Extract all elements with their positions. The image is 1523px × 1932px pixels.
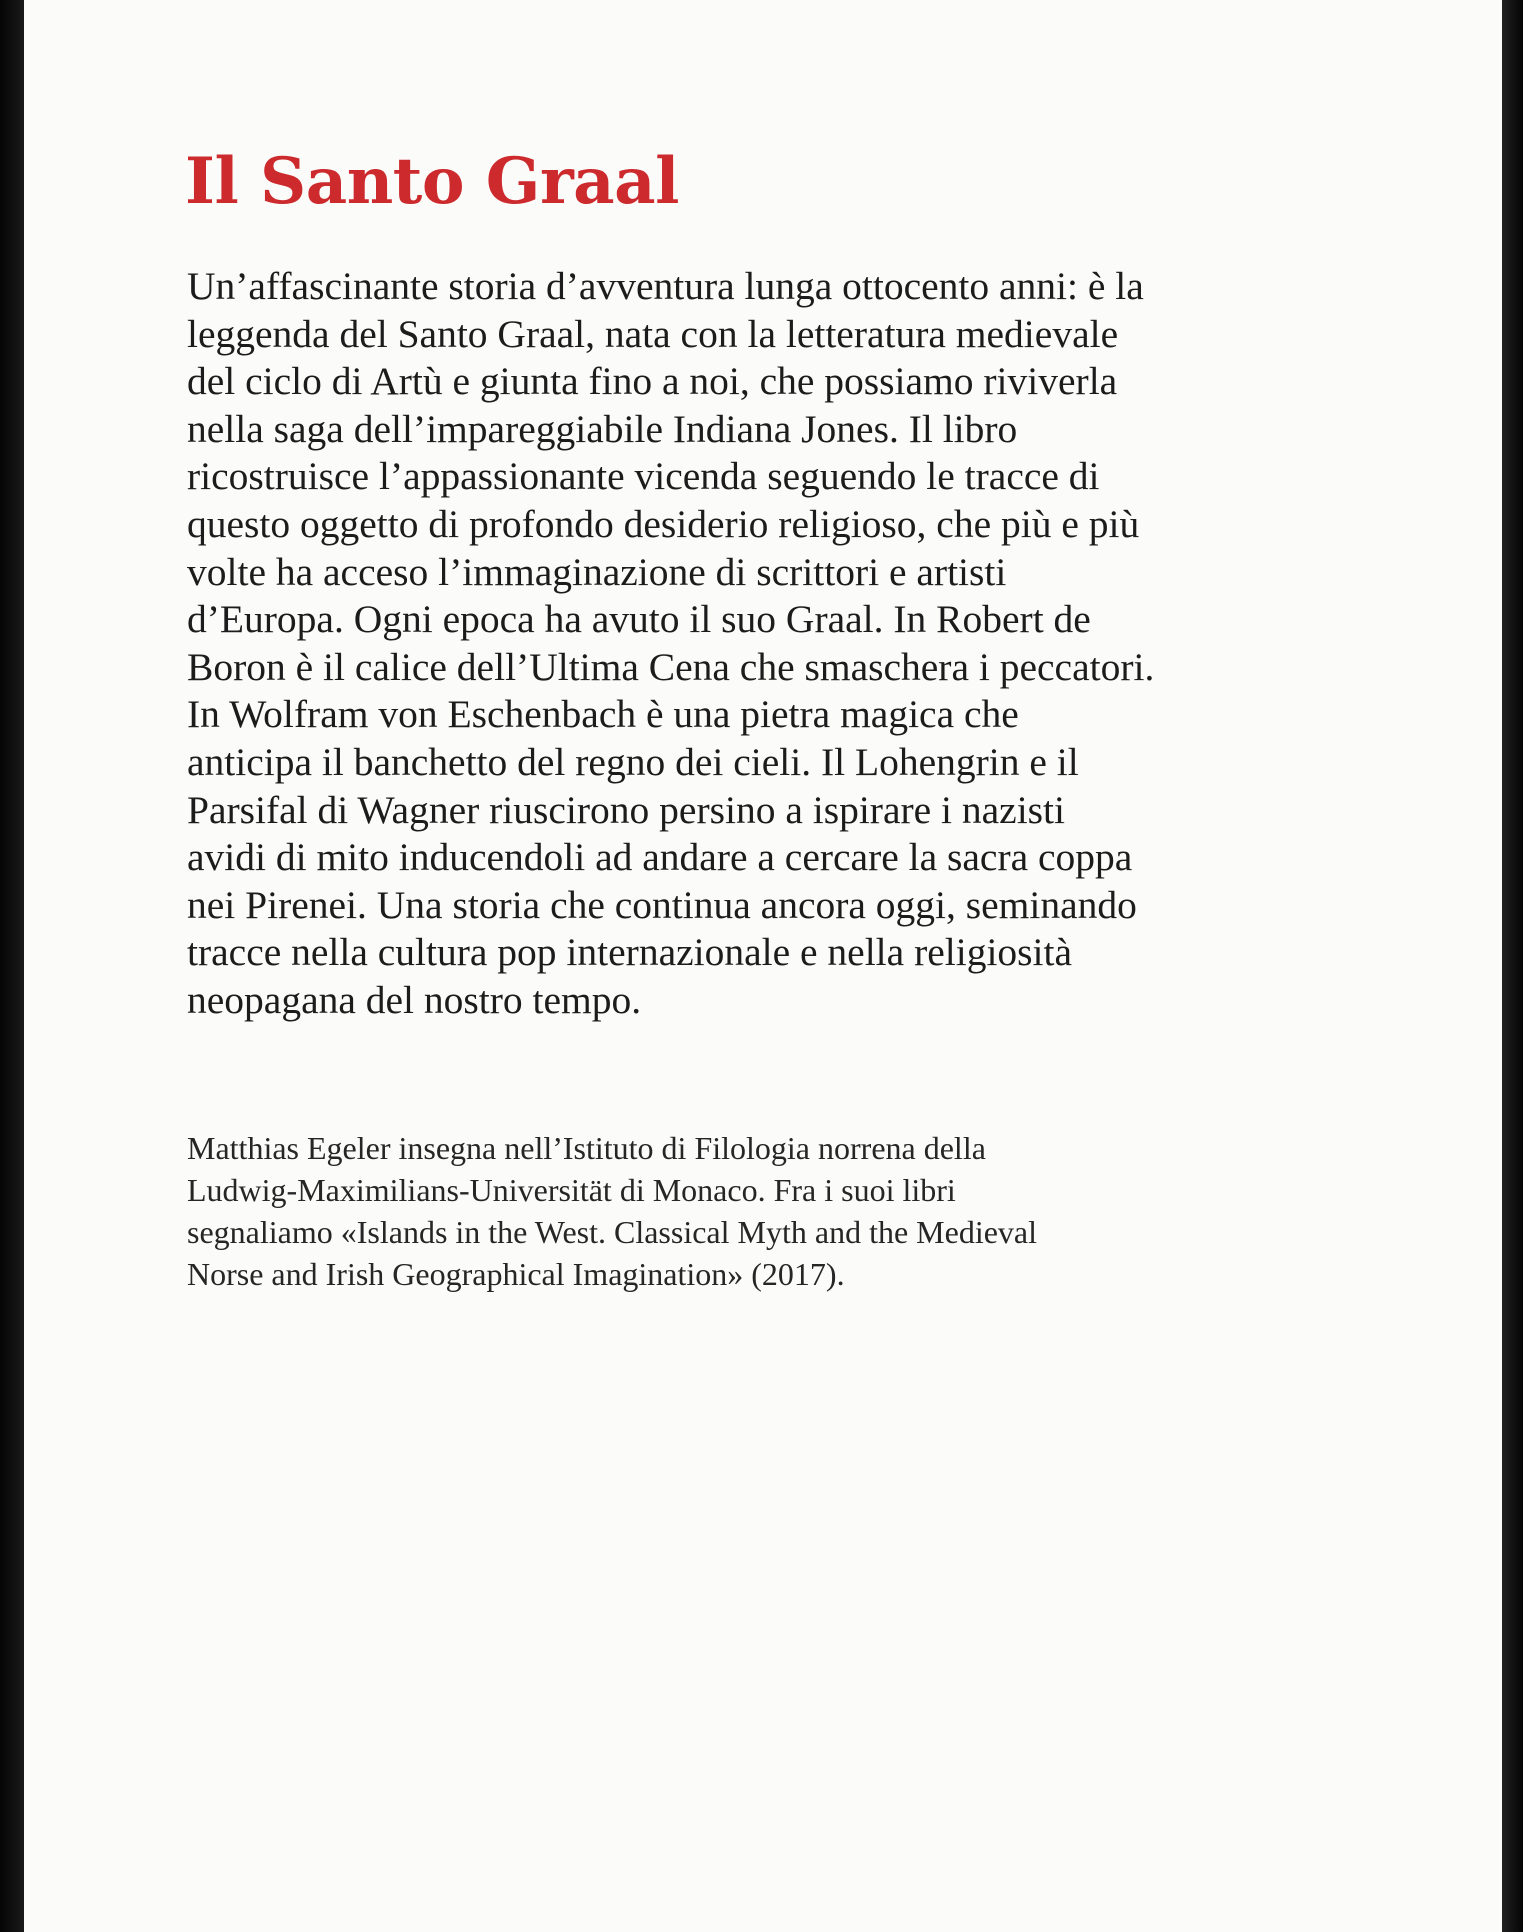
description-line: avidi di mito inducendoli ad andare a cercare la sacra coppa <box>187 835 1133 880</box>
author-bio-line: Matthias Egeler insegna nell’Istituto di Filologia norrena della <box>187 1130 986 1166</box>
book-title: Il Santo Graal <box>185 144 679 219</box>
book-description <box>187 263 1332 1025</box>
description-line: neopagana del nostro tempo. <box>187 977 642 1022</box>
description-line: volte ha acceso l’immaginazione di scrittori e artisti <box>187 549 1007 594</box>
description-line: ricostruisce l’appassionante vicenda seguendo le tracce di <box>187 454 1100 499</box>
scan-border-right <box>1502 0 1523 1932</box>
description-line: nei Pirenei. Una storia che continua ancora oggi, seminando <box>187 882 1137 927</box>
description-line: anticipa il banchetto del regno dei cieli. Il Lohengrin e il <box>187 739 1079 784</box>
description-line: questo oggetto di profondo desiderio religioso, che più e più <box>187 501 1140 546</box>
description-line: leggenda del Santo Graal, nata con la letteratura medievale <box>187 311 1119 356</box>
description-line: Boron è il calice dell’Ultima Cena che smaschera i peccatori. <box>187 644 1155 689</box>
author-bio <box>187 1127 1332 1295</box>
author-bio-line: segnaliamo «Islands in the West. Classical Myth and the Medieval <box>187 1214 1037 1250</box>
author-bio-line: Ludwig-Maximilians-Universität di Monaco. Fra i suoi libri <box>187 1172 956 1208</box>
description-line: In Wolfram von Eschenbach è una pietra magica che <box>187 692 1019 737</box>
description-line: nella saga dell’impareggiabile Indiana Jones. Il libro <box>187 406 1018 451</box>
description-line: Un’affascinante storia d’avventura lunga ottocento anni: è la <box>187 264 1144 308</box>
author-bio-line: Norse and Irish Geographical Imagination» (2017). <box>187 1256 845 1292</box>
description-line: Parsifal di Wagner riuscirono persino a ispirare i nazisti <box>187 787 1066 832</box>
description-line: del ciclo di Artù e giunta fino a noi, che possiamo riviverla <box>187 359 1118 404</box>
description-line: d’Europa. Ogni epoca ha avuto il suo Graal. In Robert de <box>187 597 1091 642</box>
description-line: tracce nella cultura pop internazionale e nella religiosità <box>187 930 1073 975</box>
scan-border-left <box>0 0 24 1932</box>
